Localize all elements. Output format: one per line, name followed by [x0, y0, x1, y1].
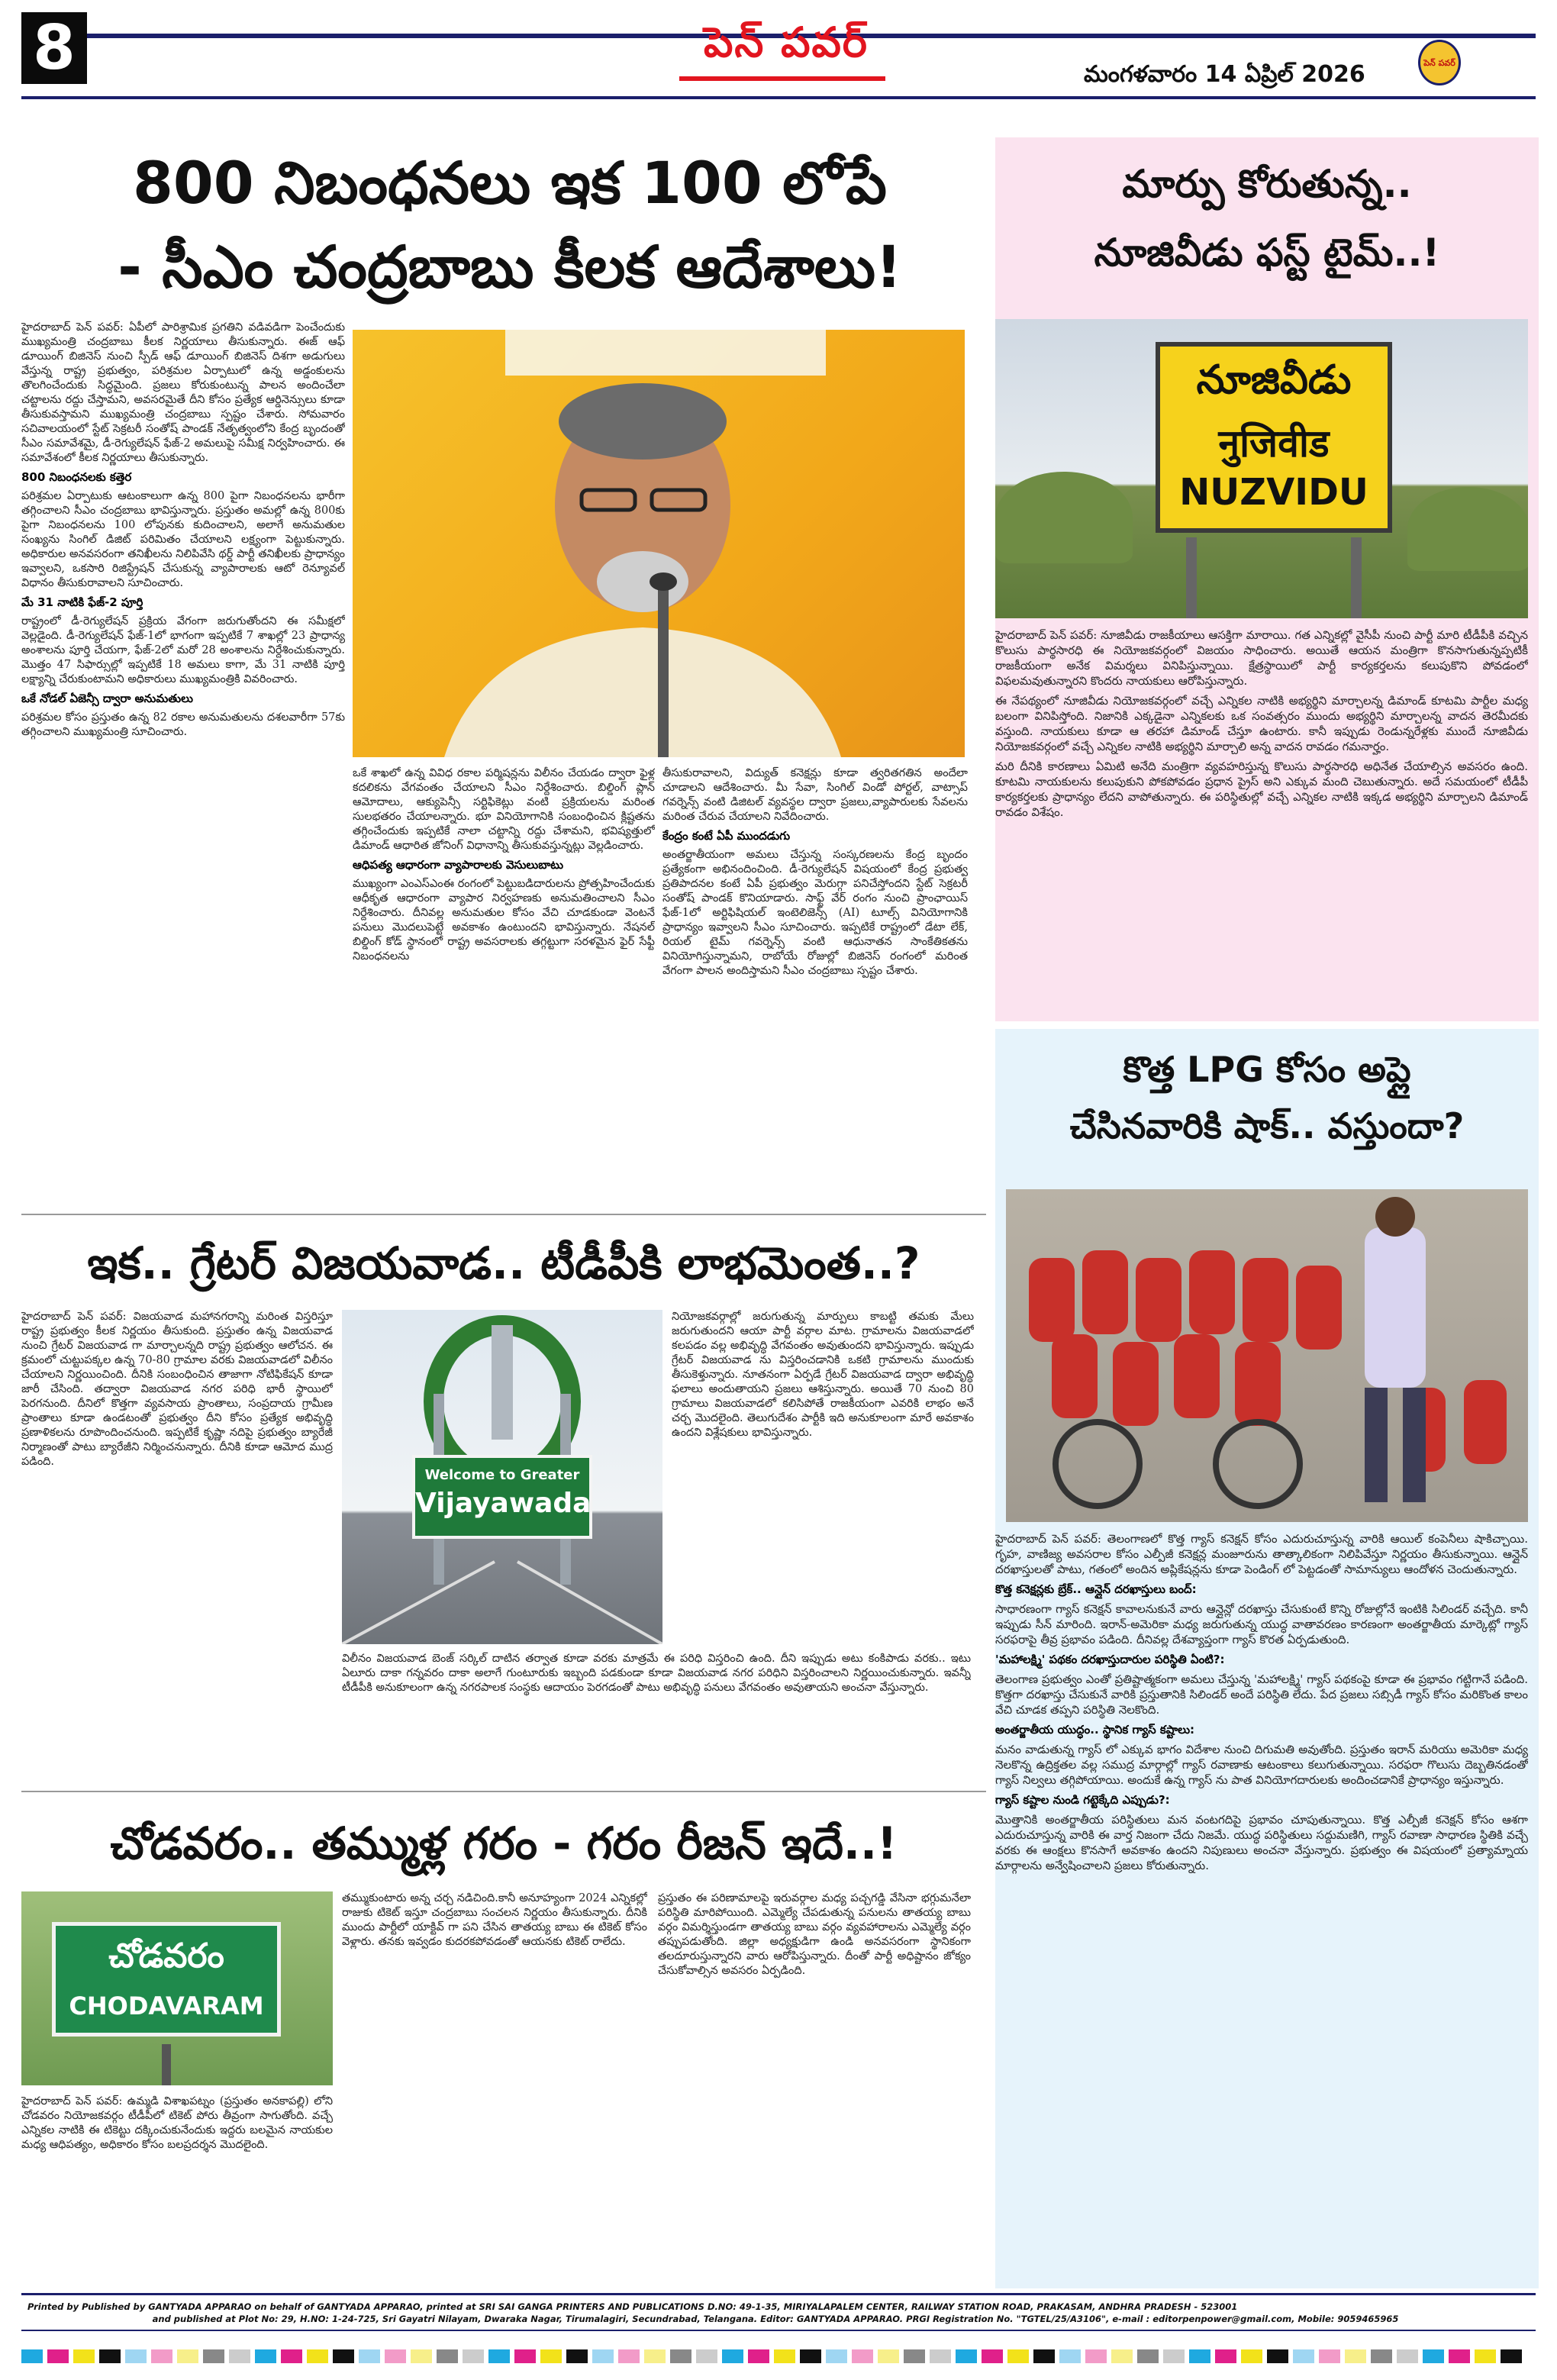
registration-swatch [1345, 2349, 1366, 2363]
story3-col4-para: నియోజకవర్గాల్లో జరుగుతున్న మార్పులు కాబట్టి తమకు మేలు జరుగుతుందని ఆయా పార్టీ వర్గాల మాట. గ్రామాలను విజయవాడలో కలపడం వల్ల అభివృద్ధి వేగవంతం అవుతుందని భావిస్తున్నారు. ఇప్పుడు గ్రేటర్ విజయవాడ ను విస్తరించడానికి ఒకటి గ్రామాలను ముందుకు తీసుకెళ్తున్నారు. నూతనంగా ఏర్పడే గ్రేటర్ విజయవాడ ద్వారా అభివృద్ధి ఫలాలు అందుతాయని ప్రజలు ఆశిస్తున్నారు. అయితే 70 నుంచి 80 గ్రామాలు విజయవాడలో కలిసిపోతే రాజకీయంగా ఎవరికి లాభం అనే చర్చ మొదలైంది. తెలుగుదేశం పార్టీకి ఇది అనుకూలంగా మారే అవకాశం ఉందని విశ్లేషకులు భావిస్తున్నారు. [672, 1311, 974, 1439]
registration-swatch [463, 2349, 484, 2363]
registration-swatch [1085, 2349, 1107, 2363]
chodavaram-sign [52, 1922, 281, 2037]
registration-swatch [1215, 2349, 1236, 2363]
registration-swatch [385, 2349, 406, 2363]
lpg-cylinders-illustration [1006, 1189, 1528, 1522]
registration-swatch [203, 2349, 224, 2363]
story4-headline2: చేసినవారికి షాక్.. వస్తుందా? [1069, 1105, 1465, 1146]
sign-post-left [1186, 537, 1197, 618]
story4-lpg-photo [1006, 1189, 1528, 1522]
nuzvidu-sign [1156, 342, 1392, 533]
story5-col1-para: హైదరాబాద్ పెన్ పవర్: ఉమ్మడి విశాఖపట్నం (ప్రస్తుతం అనకాపల్లి) లోని చోడవరం నియోజకవర్గం టీడీపీలో టికెట్ పోరు తీవ్రంగా సాగుతోంది. వచ్చే ఎన్నికల నాటికి ఈ టికెట్టు దక్కించుకునేందుకు ఇద్దరు బలమైన నాయకుల మధ్య ఆధిపత్యం, అధికారం కోసం బలప్రదర్శన మొదలైంది. [21, 2095, 333, 2151]
registration-swatch [878, 2349, 899, 2363]
registration-swatch [566, 2349, 588, 2363]
registration-swatch [1137, 2349, 1159, 2363]
registration-swatch [982, 2349, 1003, 2363]
story5-col3-para: ప్రస్తుతం ఈ పరిణామాలపై ఇరువర్గాల మధ్య పచ్చగడ్డి వేసినా భగ్గుమనేలా పరిస్థితి మారిపోయింది. ఎమ్మెల్యే చేపడుతున్న పనులను తాతయ్య బాబు వర్గం విమర్శిస్తుండగా తాతయ్య బాబు వర్గం వ్యవహారాలను ఎమ్మెల్యే వర్గం తప్పుపడుతోంది. జిల్లా అధ్యక్షుడిగా ఉండి అనవసరంగా స్థానికంగా తలదూరుస్తున్నారని వారు ఆరోపిస్తున్నారు. దీంతో పార్టీ అధిష్టానం జోక్యం చేసుకోవాల్సిన అవసరం ఏర్పడింది. [658, 1892, 971, 1977]
registration-swatch [151, 2349, 172, 2363]
story3-headline: ఇక.. గ్రేటర్ విజయవాడ.. టీడీపీకి లాభమెంత..? [87, 1237, 920, 1289]
story4-headline: కొత్త LPG కోసం అప్లై [1123, 1049, 1411, 1090]
masthead-bottom-rule [21, 96, 1536, 99]
registration-swatch [696, 2349, 717, 2363]
registration-swatch [281, 2349, 302, 2363]
story4-subhead2: 'మహాలక్ష్మి' పథకం దరఖాస్తుదారుల పరిస్థితి ఏంటి?: [995, 1653, 1225, 1666]
registration-swatch [333, 2349, 354, 2363]
registration-swatch [1371, 2349, 1392, 2363]
story2-headline: మార్పు కోరుతున్న.. [1122, 162, 1412, 206]
registration-swatch [618, 2349, 640, 2363]
chodavaram-sign-english: CHODAVARAM [69, 1991, 264, 2020]
story4-para2: సాధారణంగా గ్యాస్ కనెక్షన్ కావాలనుకునే వారు ఆన్లైన్లో దరఖాస్తు చేసుకుంటే కొన్ని రోజుల్లోనే ఇంటికి సిలిండర్ వచ్చేది. కానీ ఇప్పుడు సీన్ మారింది. ఇరాన్-అమెరికా మధ్య జరుగుతున్న యుద్ధ వాతావరణం కారణంగా అంతర్జాతీయ మార్కెట్లో గ్యాస్ సరఫరాపై తీవ్ర ప్రభావం పడింది. దీనివల్ల దేశవ్యాప్తంగా గ్యాస్ కొరత ఏర్పడుతుంది. [995, 1602, 1528, 1646]
footer-bottom-rule [21, 2330, 1536, 2331]
registration-swatch [956, 2349, 977, 2363]
story3-column1 [21, 1310, 333, 1783]
issue-date: మంగళవారం 14 ఏప్రిల్ 2026 [1084, 61, 1365, 88]
story1-col2-para: ఒకే శాఖలో ఉన్న వివిధ రకాల పర్మిషన్లను విలీనం చేయడం ద్వారా ఫైళ్ల కదలికను వేగవంతం చేయాలని సీఎం నిర్దేశించారు. బిల్డింగ్ ప్లాన్ ఆమోదాలు, ఆక్యుపెన్సీ సర్టిఫికెట్లు వంటి ప్రక్రియలను మరింత సులభతరం చేయాలన్నారు. భూ వినియోగానికి సంబంధించిన క్లిష్టతను తగ్గించేందుకు ఇప్పటికే నాలా చట్టాన్ని రద్దు చేశామని, భవిష్యత్తులో డిమాండ్ ఆధారిత జోనింగ్ విధానాన్ని తీసుకువస్తున్నట్లు వెల్లడించారు. [353, 767, 655, 852]
story3-divider [21, 1214, 986, 1215]
registration-swatch [774, 2349, 795, 2363]
registration-swatch [826, 2349, 847, 2363]
registration-swatch [644, 2349, 666, 2363]
story1-col3-subhead: కేంద్రం కంటే ఏపీ ముందడుగు [662, 829, 791, 843]
registration-swatch [1501, 2349, 1522, 2363]
story3-vijayawada-photo [342, 1310, 662, 1644]
story1-para3: రాష్ట్రంలో డీ-రెగ్యులేషన్ ప్రక్రియ వేగంగా జరుగుతోందని ఈ సమీక్షలో వెల్లడైంది. డీ-రెగ్యులేషన్ ఫేజ్-1లో భాగంగా ఇప్పటికే 7 శాఖల్లో 23 ప్రాధాన్య అంశాలను పూర్తి చేయగా, ఫేజ్-2లో మరో 28 అంశాలను నిర్దేశించుకున్నారు. మొత్తం 47 సిఫార్సుల్లో ఇప్పటికే 18 అమలు కాగా, మే 31 నాటికి పూర్తి లక్ష్యాన్ని చేరుకుంటామని అధికారులు ముఖ్యమంత్రికి వివరించారు. [21, 615, 345, 685]
story3-column4 [672, 1310, 974, 1646]
chodavaram-sign-telugu: చోడవరం [108, 1937, 224, 1975]
registration-swatch [722, 2349, 743, 2363]
registration-swatch [1423, 2349, 1444, 2363]
registration-swatch [1007, 2349, 1029, 2363]
nuzvidu-sign-english: NUZVIDU [1179, 471, 1368, 514]
imprint-line1: Printed by Published by GANTYADA APPARAO on behalf of GANTYADA APPARAO, printed at SRI SAI GANGA PRINTERS AND PUBLICATIONS D.NO: 49-1-35, MIRIYALAPALEM CENTER, RAILWAY STATION ROAD, PRAKASAM, ANDHRA PRADESH - 523001 [27, 2301, 1238, 2312]
registration-swatch [514, 2349, 536, 2363]
cm-portrait-illustration [353, 330, 965, 757]
story1-subhead3: ఒకే నోడల్ ఏజెన్సీ ద్వారా అనుమతులు [21, 692, 193, 705]
registration-swatch [1293, 2349, 1314, 2363]
story2-para1: హైదరాబాద్ పెన్ పవర్: నూజివీడు రాజకీయాలు ఆసక్తిగా మారాయి. గత ఎన్నికల్లో వైసీపీ నుంచి పార్టీ మారి టీడీపీకి వచ్చిన కొలుసు పార్థసారధి ఈ నియోజకవర్గంలో విజయం సాధించారు. అయితే ఆయన మంత్రిగా కొనసాగుతున్నప్పటికీ రాజకీయంగా అనేక విమర్శలు వినిపిస్తున్నాయి. క్షేత్రస్థాయిలో పార్టీ కార్యకర్తలను కలుపుకొని పోవడంలో విఫలమవుతున్నారని కొందరు నాయకులు ఆరోపిస్తున్నారు. [995, 628, 1528, 688]
story2-text [995, 627, 1528, 1009]
story1-para4: పరిశ్రమల కోసం ప్రస్తుతం ఉన్న 82 రకాల అనుమతులను దశలవారీగా 57కు తగ్గించాలని ముఖ్యమంత్రి సూచించారు. [21, 711, 345, 738]
story2-para2: ఈ నేపథ్యంలో నూజివీడు నియోజకవర్గంలో వచ్చే ఎన్నికల నాటికి అభ్యర్థిని మార్చాలన్న డిమాండ్ కూటమి పార్టీల మధ్య బలంగా వినిపిస్తోంది. నిజానికి ఎక్కడైనా ఎన్నికలకు ఒక సంవత్సరం ముందు అభ్యర్థిని మార్చాలన్న వాదన తెరమీదకు వస్తుంది. నాయకులు కూడా ఆ తరహా డిమాండ్ చేస్తూ ఉంటారు. కానీ ఇప్పుడు రెండున్నరేళ్లకు ముందే నూజివీడు నియోజకవర్గంలో వచ్చే ఎన్నికల నాటికి అభ్యర్థిని మార్చాలి అన్న వాదన రావడం గమనార్హం. [995, 694, 1528, 753]
story1-col3-para2: అంతర్జాతీయంగా అమలు చేస్తున్న సంస్కరణలను కేంద్ర బృందం ప్రత్యేకంగా అభినందించింది. డీ-రెగ్యులేషన్ విషయంలో కేంద్ర ప్రభుత్వ ప్రతిపాదనల కంటే ఏపీ ప్రభుత్వం మెరుగ్గా పనిచేస్తోందని స్టేట్ సెక్రటరీ సంతోష్ పాండక్ కొనియాడారు. సాఫ్ట్ వేర్ రంగం నుంచి ప్రాంఛాయిస్ ఫేజ్-1లో అర్టిఫిషియల్ ఇంటెలిజెన్స్ (AI) టూల్స్ వినియోగానికి ప్రాధాన్యం ఇవ్వాలని సీఎం సూచించారు. ఇప్పటికే రాష్ట్రంలో డేటా లేక్, రియల్ టైమ్ గవర్నెన్స్ వంటి ఆధునాతన సాంకేతికతను వినియోగిస్తున్నామని, రాబోయే రోజుల్లో బిజినెస్ రంగంలో మరింత వేగంగా పాలన అందిస్తామని సీఎం చంద్రబాబు స్పష్టం చేశారు. [662, 849, 968, 977]
registration-swatch [592, 2349, 614, 2363]
story1-headline-line2: - సీఎం చంద్రబాబు కీలక ఆదేశాలు! [118, 233, 902, 301]
registration-swatch [1397, 2349, 1418, 2363]
registration-swatch [1267, 2349, 1288, 2363]
imprint-block [27, 2301, 1523, 2325]
story2-nuzvidu-photo [995, 319, 1528, 618]
registration-swatch [359, 2349, 380, 2363]
story5-headline: చోడవరం.. తమ్ముళ్ల గరం - గరం రీజన్ ఇదే..! [110, 1817, 898, 1869]
registration-swatch [1163, 2349, 1185, 2363]
registration-swatch [1449, 2349, 1470, 2363]
registration-swatch [125, 2349, 147, 2363]
page-number: 8 [21, 12, 87, 84]
paper-name: పెన్ పవర్ [704, 18, 869, 66]
story5-col2-para: తమ్ముకుంటారు అన్న చర్చ నడిచింది.కానీ అనూహ్యంగా 2024 ఎన్నికల్లో రాజుకు టికెట్ ఇస్తూ చంద్రబాబు సంచలన నిర్ణయం తీసుకున్నారు. దీనికి ముందు పార్టీలో యాక్టివ్ గా పని చేసిన తాతయ్య బాబు ఈ టికెట్ కోసం వెళ్లారు. తనకు ఇవ్వడం కుదరకపోవడంతో ఆయనకు టికెట్ రాలేదు. [342, 1892, 647, 1948]
story4-subhead4: గ్యాస్ కష్టాల నుండి గట్టెక్కేది ఎప్పుడు?: [995, 1793, 1170, 1807]
greater-sign-line1: Welcome to Greater [424, 1467, 580, 1483]
story4-para4: మనం వాడుతున్న గ్యాస్ లో ఎక్కువ భాగం విదేశాల నుంచి దిగుమతి అవుతోంది. ప్రస్తుతం ఇరాన్ మరియు అమెరికా మధ్య నెలకొన్న ఉద్రిక్తతల వల్ల సముద్ర మార్గాల్లో గ్యాస్ రవాణాకు ఆటంకాలు కలుగుతున్నాయి. సరఫరా గొలుసు దెబ్బతినడంతో గ్యాస్ నిల్వలు తగ్గిపోయాయి. అందుకే ఉన్న గ్యాస్ ను పాత వినియోగదారులకు అందించడానికే ప్రాధాన్యం ఇస్తున్నారు. [995, 1743, 1528, 1787]
tree-left [995, 472, 1133, 563]
registration-swatch [852, 2349, 873, 2363]
sign-post-right [1351, 537, 1362, 618]
story4-para1: హైదరాబాద్ పెన్ పవర్: తెలంగాణలో కొత్త గ్యాస్ కనెక్షన్ కోసం ఎదురుచూస్తున్న వారికి ఆయిల్ కంపెనీలు షాకిచ్చాయి. గృహ, వాణిజ్య అవసరాల కోసం ఎల్పీజీ కనెక్షన్ల మంజూరును తాత్కాలికంగా నిలిపివేస్తూ నిర్ణయం తీసుకున్నాయి. ఆన్లైన్ దరఖాస్తులతో పాటు, గతంలో అందిన అప్లికేషన్లను కూడా పెండింగ్ లో పెట్టడంతో సామాన్యులు ఆందోళన చెందుతున్నారు. [995, 1532, 1528, 1576]
registration-swatch [930, 2349, 951, 2363]
registration-swatch [307, 2349, 328, 2363]
story1-para1: హైదరాబాద్ పెన్ పవర్: ఏపీలో పారిశ్రామిక ప్రగతిని వడివడిగా పెంచేందుకు ముఖ్యమంత్రి చంద్రబాబు కీలక నిర్ణయాలు తీసుకున్నారు. ఈజ్ ఆఫ్ డూయింగ్ బిజినెస్ నుంచి స్పీడ్ ఆఫ్ డూయింగ్ బిజినెస్ దిశగా అడుగులు వేస్తున్న రాష్ట్ర ప్రభుత్వం, పరిశ్రమల ఏర్పాటులో ఉన్న అడ్డంకులను తొలగించేందుకు సిద్ధమైంది. ప్రజలు కోరుకుంటున్న పాలన అందించేలా చట్టాలను రద్దు చేస్తామని, అవసరమైతే దీని కోసం ప్రత్యేక ఆర్డినెన్సులు కూడా తీసుకువస్తామని ముఖ్యమంత్రి చంద్రబాబు స్పష్టం చేశారు. సోమవారం సచివాలయంలో స్టేట్ సెక్రటరీ సంతోష్ పాండక్ నేతృత్వంలోని కేంద్ర బృందంతో సీఎం సమావేశమై, డీ-రెగ్యులేషన్ ఫేజ్-2 అమలుపై సమీక్ష నిర్వహించారు. ఈ సమావేశంలో కీలక నిర్ణయాలు తీసుకున్నారు. [21, 321, 345, 464]
registration-swatch [437, 2349, 458, 2363]
registration-swatch [1059, 2349, 1081, 2363]
story1-column2 [353, 766, 655, 1206]
imprint-line2: and published at Plot No: 29, H.NO: 1-24-725, Sri Gayatri Nilayam, Dwaraka Nagar, Tirumalagiri, Secundrabad, Telangana. Editor: GANTYADA APPARAO. PRGI Registration No. "TGTEL/25/A3106", e-mail : editorpenpower@gmail.com, Mobile: 9059465965 [152, 2314, 1399, 2324]
story1-col2-para2: ముఖ్యంగా ఎంఎస్ఎంఈ రంగంలో పెట్టుబడిదారులను ప్రోత్సహించేందుకు ఆధీకృత ఆధారంగా వ్యాపార నిర్వహణకు అనుమతించాలని సీఎం నిర్దేశించారు. దీనివల్ల అనుమతుల కోసం వేచి చూడకుండా వెంటనే పనులు మొదలుపెట్టే అవకాశం ఉంటుందని భావిస్తున్నారు. నేషనల్ బిల్డింగ్ కోడ్ స్థానంలో రాష్ట్ర అవసరాలకు తగ్గట్టుగా సరళమైన ఫైర్ సేఫ్టీ నిబంధనలను [353, 878, 655, 963]
story4-para5: మొత్తానికి అంతర్జాతీయ పరిస్థితులు మన వంటగదిపై ప్రభావం చూపుతున్నాయి. కొత్త ఎల్పీజీ కనెక్షన్ కోసం ఆశగా ఎదురుచూస్తున్న వారికి ఈ వార్త నిజంగా చేదు నిజమే. యుద్ధ పరిస్థితులు సద్దుమణిగి, గ్యాస్ రవాణా సాధారణ స్థితికి వచ్చే వరకు ఈ ఆంక్షలు కొనసాగే అవకాశం ఉందని నిపుణులు అంచనా వేస్తున్నారు. ప్రభుత్వం ఈ విషయంలో ప్రత్యామ్నాయ మార్గాలను అన్వేషించాలని ప్రజలు కోరుతున్నారు. [995, 1813, 1528, 1872]
registration-swatch [540, 2349, 562, 2363]
story1-subhead2: మే 31 నాటికి ఫేజ్-2 పూర్తి [21, 595, 143, 609]
story4-text [995, 1531, 1528, 2287]
registration-swatch [99, 2349, 121, 2363]
greater-vijayawada-sign [412, 1455, 592, 1539]
story5-chodavaram-photo [21, 1891, 333, 2085]
story1-subhead1: 800 నిబంధనలకు కత్తెర [21, 470, 132, 484]
story1-col3-para: తీసుకురావాలని, విద్యుత్ కనెక్షన్లు కూడా త్వరితగతిన అందేలా చూడాలని ఆదేశించారు. మీ సేవా, సింగిల్ విండో పోర్టల్, వాట్సాప్ గవర్నెన్స్ వంటి డిజిటల్ వ్యవస్థల ద్వారా ప్రజలు,వ్యాపారులకు సేవలను మరింత చేరువ చేయాలని నివేదించారు. [662, 767, 968, 823]
paper-name-underline [679, 76, 885, 81]
story4-subhead1: కొత్త కనెక్షన్లకు బ్రేక్.. ఆన్లైన్ దరఖాస్తులు బంద్: [995, 1582, 1197, 1596]
greater-sign-line2: Vijayawada [415, 1488, 592, 1519]
registration-swatch [255, 2349, 276, 2363]
registration-swatch [1033, 2349, 1055, 2363]
registration-swatch [748, 2349, 769, 2363]
paper-logo [1418, 40, 1461, 85]
story3-col1-para: హైదరాబాద్ పెన్ పవర్: విజయవాడ మహానగరాన్ని మరింత విస్తరిస్తూ రాష్ట్ర ప్రభుత్వం కీలక నిర్ణయం తీసుకుంది. ప్రస్తుతం ఉన్న విజయవాడ నుంచి గ్రేటర్ విజయవాడ గా మార్చాలన్నది రాష్ట్ర ప్రభుత్వం ఆలోచన. ఈ క్రమంలో చుట్టుపక్కల ఉన్న 70-80 గ్రామాల వరకు విజయవాడలో విలీనం చేయాలని నిర్ణయించింది. దీనికి సంబంధించిన తాజాగా నోటిఫికేషన్ కూడా జారీ చేసింది. తద్వారా విజయవాడ నగర పరిధి భారీ స్థాయిలో పెరగనుంది. దీనిలో కొత్తగా వ్యవసాయ ప్రాంతాలు, సంప్రదాయ గ్రామీణ ప్రాంతాలు కూడా ఉండటంతో ప్రభుత్వం దీని కోసం ప్రత్యేక అభివృద్ధి ప్రణాళికలను రూపొందించనుంది. ఇప్పటికే కృష్ణా నదిపై ప్రభుత్వం బ్యారేజీ నిర్మాణంతో పాటు బ్యారేజీని నిర్మించనున్నారు. దీనికి కూడా ఆమోద ముద్ర పడింది. [21, 1311, 333, 1468]
registration-swatch [47, 2349, 69, 2363]
paper-logo-text: పెన్ పవర్ [1423, 58, 1455, 68]
story1-col2-subhead: ఆధిపత్య ఆధారంగా వ్యాపారాలకు వెసులుబాటు [353, 858, 564, 872]
story1-column3 [662, 766, 968, 1206]
nuzvidu-sign-hindi: नुजिवीड [1218, 421, 1330, 466]
story3-bottom-para: విలీనం విజయవాడ బెంజ్ సర్కిల్ దాటిన తర్వాత కూడా వరకు మాత్రమే ఈ పరిధి విస్తరించి ఉంది. దీని ఇప్పుడు అటు కంకిపాడు వరకు.. ఇటు ఏలూరు దాకా గన్నవరం దాకా అలాగే గుంటూరుకు ఇబ్బంది పడకుండా కూడా విజయవాడ నగర పరిధిని విస్తరించాలని నిర్ణయించుకున్నారు. ఇవన్నీ టీడీపీకి అనుకూలంగా ఉన్న నగరపాలక సంస్థకు ఆదాయం పెరగడంతో పాటు అభివృద్ధి పనులు వేగవంతం అవుతాయని అంచనా వేస్తున్నారు. [342, 1653, 971, 1694]
registration-swatch [21, 2349, 43, 2363]
registration-swatch [904, 2349, 925, 2363]
registration-swatch [800, 2349, 821, 2363]
story5-column2 [342, 1891, 647, 2281]
registration-swatch [488, 2349, 510, 2363]
footer-rule [21, 2293, 1536, 2295]
registration-swatch [1319, 2349, 1340, 2363]
story5-column3 [658, 1891, 971, 2281]
story4-para3: తెలంగాణ ప్రభుత్వం ఎంతో ప్రతిష్టాత్మకంగా అమలు చేస్తున్న 'మహాలక్ష్మి' గ్యాస్ పథకంపై కూడా ఈ ప్రభావం గట్టిగానే పడింది. కొత్తగా దరఖాస్తు చేసుకునే వారికి ప్రస్తుతానికి సిలిండర్ అందే పరిస్థితి లేదు. పేద ప్రజలు సబ్సిడీ గ్యాస్ కోసం మరికొంత కాలం వేచి చూడక తప్పని పరిస్థితి నెలకొంది. [995, 1672, 1528, 1717]
story5-column1 [21, 2095, 333, 2281]
registration-swatch [1189, 2349, 1210, 2363]
story5-divider [21, 1791, 986, 1792]
chodavaram-sign-post [162, 2044, 171, 2085]
registration-swatch [177, 2349, 198, 2363]
registration-swatch [1475, 2349, 1496, 2363]
story1-para2: పరిశ్రమల ఏర్పాటుకు ఆటంకాలుగా ఉన్న 800 పైగా నిబంధనలను భారీగా తగ్గించాలని సీఎం చంద్రబాబు భావిస్తున్నారు. ప్రస్తుతం అమల్లో ఉన్న 800కు పైగా నిబంధనలను 100 లోపునకు కుదించాలని, అలాగే అనుమతుల సంఖ్యను సింగిల్ డిజిట్ పరిమితం చేయాలని లక్ష్యంగా పెట్టుకున్నారు. అధికారుల అనవసరంగా తనిఖీలను నిలిపివేసి థర్డ్ పార్టీ తనిఖీలకు ప్రాధాన్యం ఇవ్వాలని, ఒకసారి రిజిస్ట్రేషన్ చేసుకున్న వ్యాపారాలకు ఆటో రెన్యూవల్ విధానం తీసుకురావాలని సూచించారు. [21, 490, 345, 589]
nuzvidu-sign-telugu: నూజివీడు [1196, 357, 1352, 403]
story1-headline-line1: 800 నిబంధనలు ఇక 100 లోపే [133, 149, 887, 217]
registration-swatch [1111, 2349, 1133, 2363]
story2-para3: మరి దీనికి కారణాలు ఏమిటి అనేది మంత్రిగా వ్యవహరిస్తున్న కొలుసు పార్థసారధి అధినేత చేయాల్సిన అవసరం ఉంది. కూటమి నాయకులను కలుపుకుని పోకపోవడం ప్రధాన ప్రైస్ అని ఎక్కువ మంది చెబుతున్నారు. అదే సమయంలో టీడీపీ కార్యకర్తలకు ప్రాధాన్యం లేదని వాపోతున్నారు. ఈ పరిస్థితుల్లో వచ్చే ఎన్నికల నాటికి ఇక్కడ అభ్యర్థిని మార్చాలని డిమాండ్ రావడం విశేషం. [995, 759, 1528, 819]
story1-column1 [21, 321, 345, 1206]
registration-swatch [229, 2349, 250, 2363]
registration-swatch [73, 2349, 95, 2363]
story1-cm-photo [353, 330, 965, 757]
story2-headline2: నూజివీడు ఫస్ట్ టైమ్..! [1094, 231, 1440, 275]
tree-right [1407, 487, 1528, 571]
story4-subhead3: అంతర్జాతీయ యుద్ధం.. స్థానిక గ్యాస్ కష్టాలు: [995, 1723, 1195, 1737]
registration-swatch [411, 2349, 432, 2363]
registration-swatch [1241, 2349, 1262, 2363]
story3-bottom-text [342, 1652, 971, 1782]
registration-swatch [670, 2349, 691, 2363]
